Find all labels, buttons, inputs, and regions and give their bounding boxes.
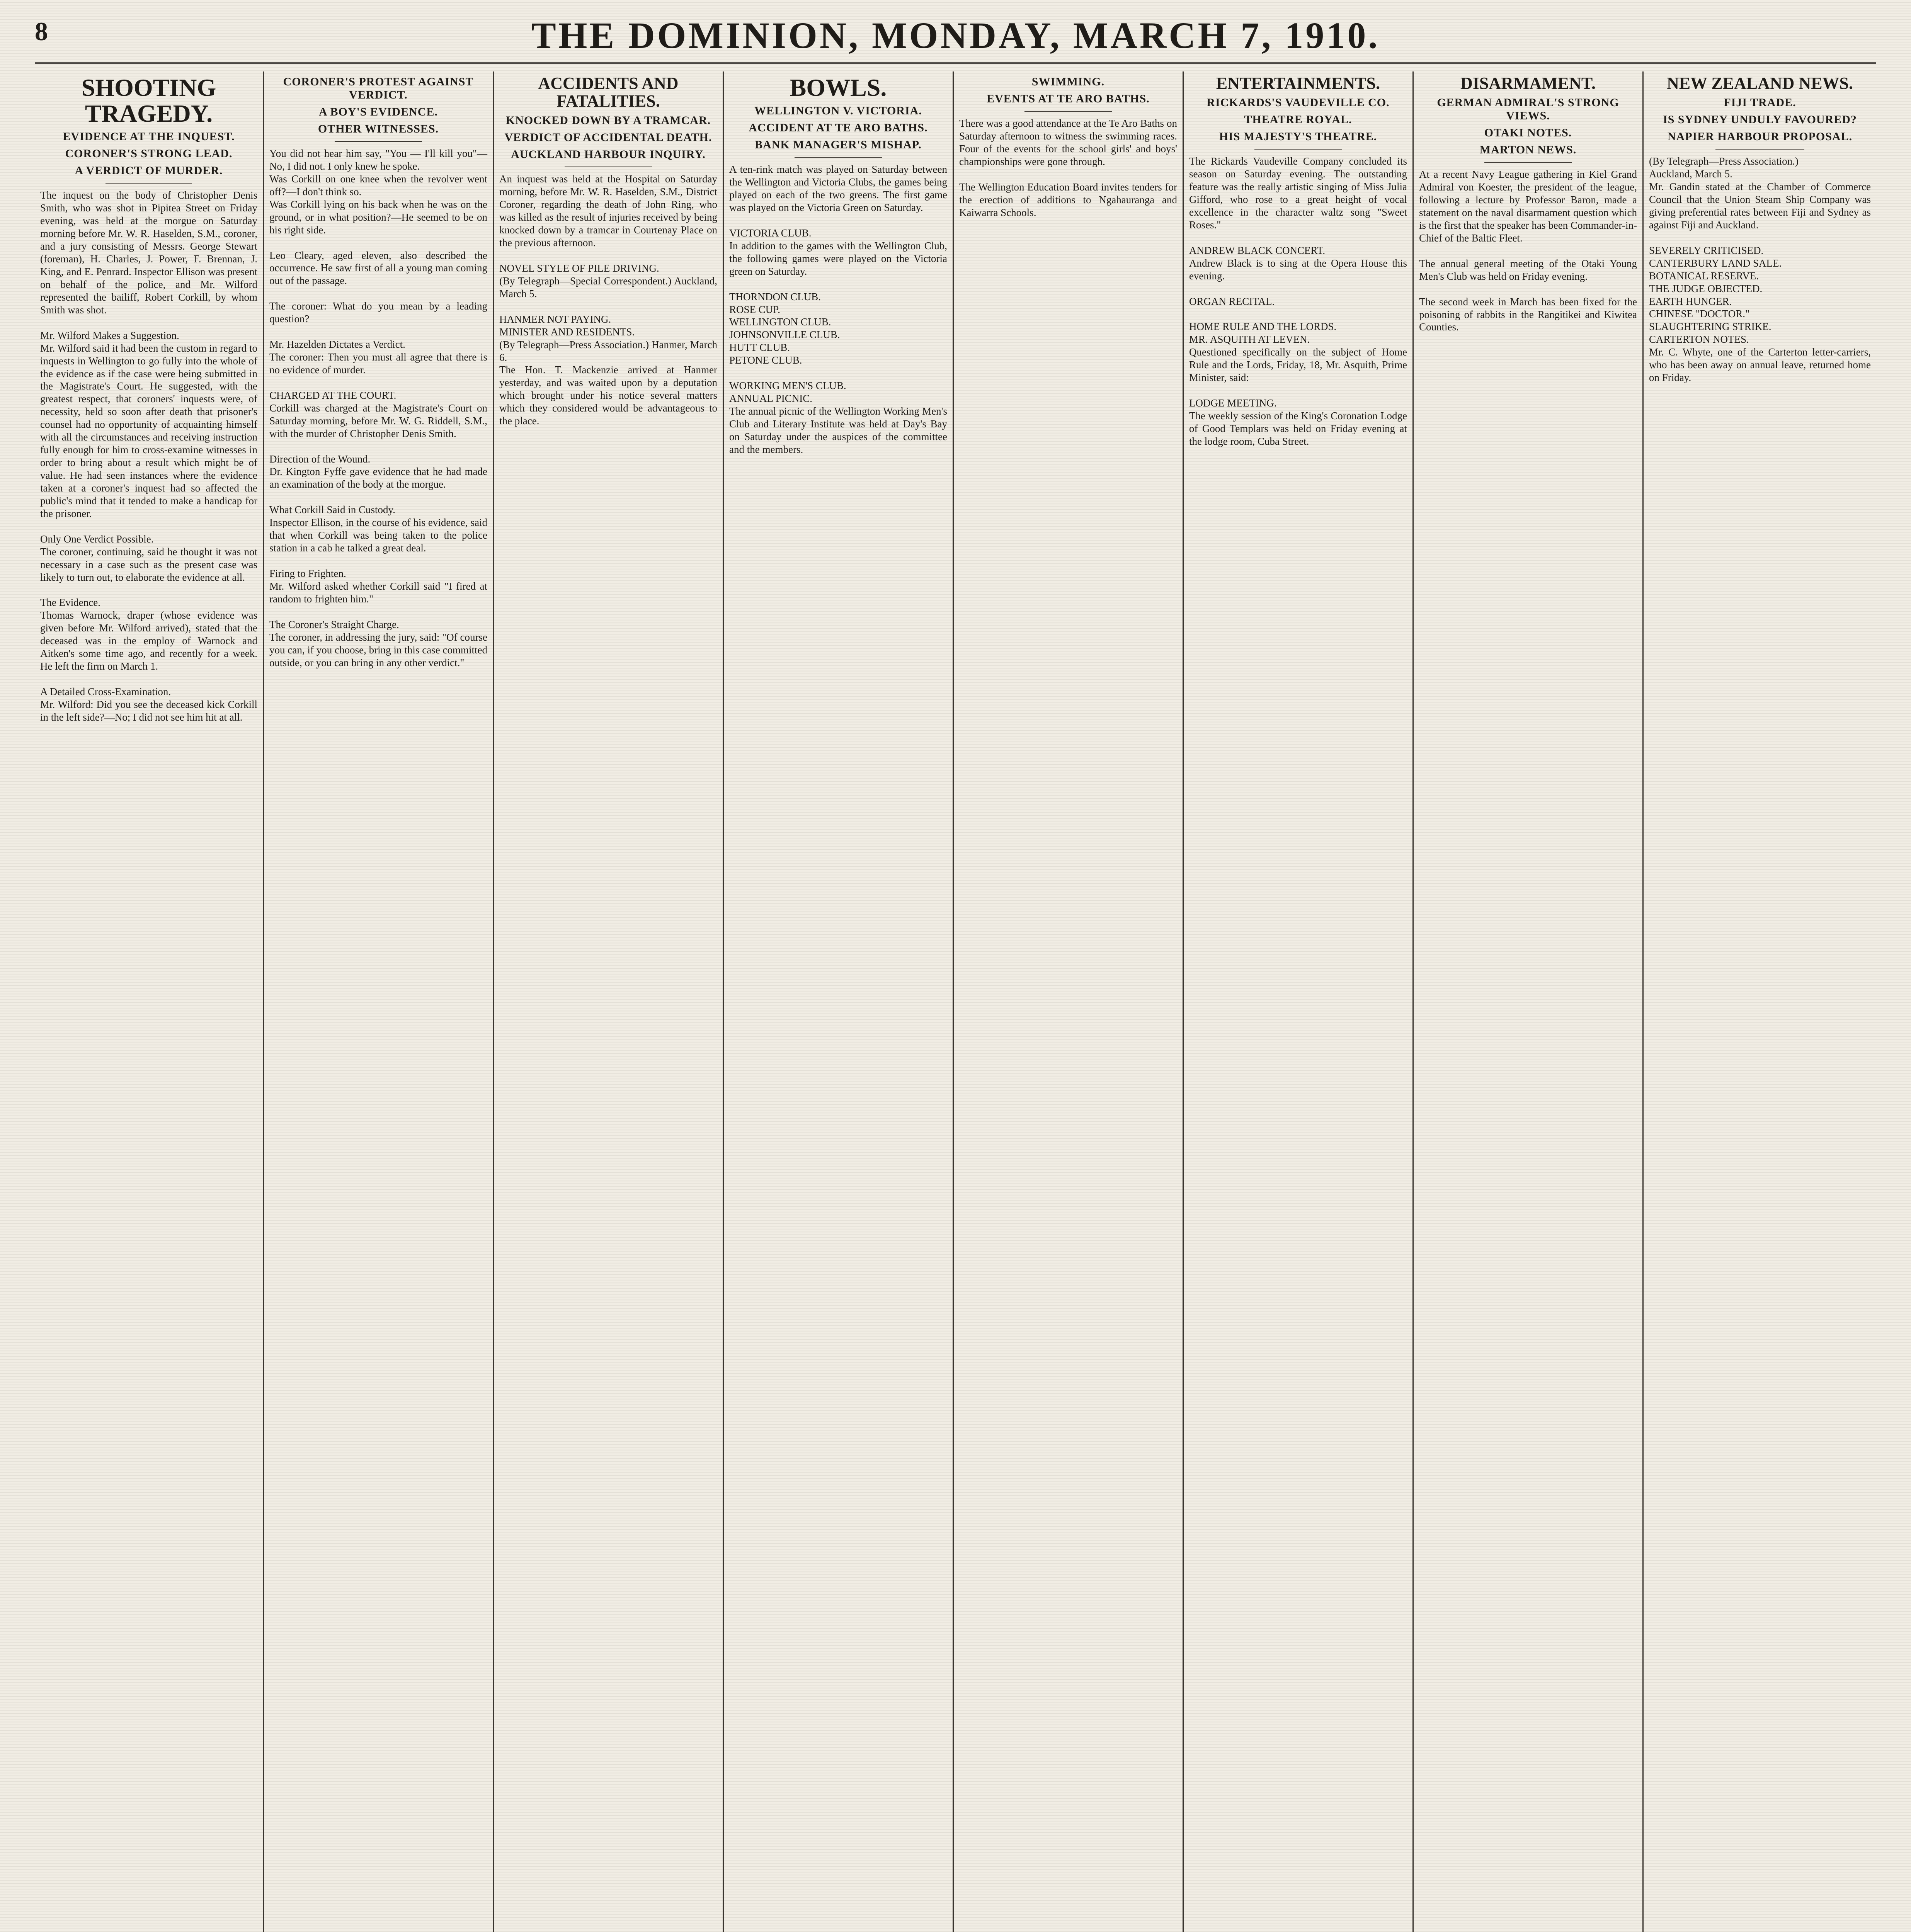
article-column-7 xyxy=(1414,71,1642,1932)
article-body: (By Telegraph—Press Association.) Auckland, March 5. Mr. Gandin stated at the Chamber of Commerce Council that the Union Steam Ship Company was giving preferential rates between Fiji and Sydney as against Fiji and Auckland. SEVERELY CRITICISED. CANTERBURY LAND SALE. BOTANICAL RESERVE. THE JUDGE OBJECTED. EARTH HUNGER. CHINESE "DOCTOR." SLAUGHTERING STRIKE. CARTERTON NOTES. Mr. C. Whyte, one of the Carterton letter-carriers, who has been away on annual leave, returned home on Friday. xyxy=(1649,155,1871,384)
headline: NEW ZEALAND NEWS. xyxy=(1666,74,1853,93)
section-heading: OTHER WITNESSES. xyxy=(318,122,439,135)
article-body: The inquest on the body of Christopher Denis Smith, who was shot in Pipitea Street on Friday evening, was held at the morgue on Saturday morning before Mr. W. R. Haselden, S.M., coroner, and a jury consisting of Messrs. George Stewart (foreman), H. Charles, J. Power, F. Brennan, J. King, and E. Penrard. Inspector Ellison was present on behalf of the police, and Mr. Wilford represented the bailiff, Robert Corkill, by whom Smith was shot. Mr. Wilford Makes a Suggestion. Mr. Wilford said it had been the custom in regard to inquests in Wellington to go fully into the whole of the evidence as if the case were being submitted in the Magistrate's Court. He suggested, with the greatest respect, that coroners' inquests were, of necessity, held so soon after death that prisoner's counsel had no opportunity of acquainting himself with all the circumstances and receiving instruction fully enough for him to cross-examine witnesses in order to bring about a result which might be of value. He had seen instances where the evidence taken at a coroner's inquest had so affected the public's mind that it tended to make a handicap for the prisoner. Only One Verdict Possible. The coroner, continuing, said he thought it was not necessary in a case such as the present case was likely to turn out, to elaborate the evidence at all. The Evidence. Thomas Warnock, draper (whose evidence was given before Mr. Wilford arrived), stated that the deceased was in the employ of Warnock and Aitken's some time ago, and recently for a week. He left the firm on March 1. A Detailed Cross-Examination. Mr. Wilford: Did you see the deceased kick Corkill in the left side?—No; I did not see him hit at all. xyxy=(40,189,257,723)
section-heading: AUCKLAND HARBOUR INQUIRY. xyxy=(511,148,706,161)
article-body: You did not hear him say, "You — I'll kill you"—No, I did not. I only knew he spoke. Was Corkill on one knee when the revolver went off?—I don't think so. Was Corkill lying on his back when he was on the ground, or in what position?—He seemed to be on his right side. Leo Cleary, aged eleven, also described the occurrence. He saw first of all a young man coming out of the passage. The coroner: What do you mean by a leading question? Mr. Hazelden Dictates a Verdict. The coroner: Then you must all agree that there is no evidence of murder. CHARGED AT THE COURT. Corkill was charged at the Magistrate's Court on Saturday morning, before Mr. W. G. Riddell, S.M., with the murder of Christopher Denis Smith. Direction of the Wound. Dr. Kington Fyffe gave evidence that he had made an examination of the body at the morgue. What Corkill Said in Custody. Inspector Ellison, in the course of his evidence, said that when Corkill was being taken to the police station in a cab he talked a great deal. Firing to Frighten. Mr. Wilford asked whether Corkill said "I fired at random to frighten him." The Coroner's Straight Charge. The coroner, in addressing the jury, said: "Of course you can, if you choose, bring in this case committed outside, or you can bring in any other verdict." xyxy=(269,148,487,668)
article-body: There was a good attendance at the Te Aro Baths on Saturday afternoon to witness the swimming races. Four of the events for the school girls' and boys' championships were gone through. The Wellington Education Board invites tenders for the erection of additions to Ngahauranga and Kaiwarra Schools. xyxy=(959,117,1177,218)
headline: ENTERTAINMENTS. xyxy=(1216,74,1380,93)
subdeck: VERDICT OF ACCIDENTAL DEATH. xyxy=(504,131,712,144)
deck: FIJI TRADE. xyxy=(1724,96,1796,109)
subdeck: THEATRE ROYAL. xyxy=(1244,113,1352,126)
section-heading: MARTON NEWS. xyxy=(1479,143,1577,156)
deck: WELLINGTON V. VICTORIA. xyxy=(754,104,922,117)
section-heading: BANK MANAGER'S MISHAP. xyxy=(755,138,922,151)
headline: ACCIDENTS AND FATALITIES. xyxy=(538,74,679,111)
divider xyxy=(106,183,192,184)
headline: DISARMAMENT. xyxy=(1460,74,1596,93)
deck: KNOCKED DOWN BY A TRAMCAR. xyxy=(505,114,711,127)
headline: BOWLS. xyxy=(790,74,887,101)
subdeck: OTAKI NOTES. xyxy=(1484,126,1572,139)
subdeck: IS SYDNEY UNDULY FAVOURED? xyxy=(1663,113,1857,126)
subdeck: A BOY'S EVIDENCE. xyxy=(319,105,438,118)
article-column-3 xyxy=(494,71,723,1932)
headline: SHOOTING TRAGEDY. xyxy=(81,74,216,128)
divider xyxy=(335,141,422,142)
section-heading: A VERDICT OF MURDER. xyxy=(75,164,223,177)
page-number: 8 xyxy=(35,17,48,46)
section-heading: NAPIER HARBOUR PROPOSAL. xyxy=(1667,130,1853,143)
divider xyxy=(1715,149,1804,150)
divider xyxy=(1024,111,1112,112)
deck: EVIDENCE AT THE INQUEST. xyxy=(63,130,235,143)
deck: RICKARDS'S VAUDEVILLE CO. xyxy=(1206,96,1390,109)
article-column-8 xyxy=(1644,71,1876,1932)
deck: CORONER'S PROTEST AGAINST VERDICT. xyxy=(283,75,474,101)
section-heading: HIS MAJESTY'S THEATRE. xyxy=(1219,130,1377,143)
subdeck: CORONER'S STRONG LEAD. xyxy=(65,147,233,160)
masthead xyxy=(35,12,1876,64)
article-column-5 xyxy=(954,71,1183,1932)
article-column-4 xyxy=(724,71,953,1932)
article-column-6 xyxy=(1184,71,1412,1932)
article-body: At a recent Navy League gathering in Kiel Grand Admiral von Koester, the president of the league, following a lecture by Professor Baron, made a statement on the naval disarmament question which is the first that the speaker has been Commander-in-Chief of the Baltic Fleet. The annual general meeting of the Otaki Young Men's Club was held on Friday evening. The second week in March has been fixed for the poisoning of rabbits in the Rangitikei and Kiwitea Counties. xyxy=(1419,168,1637,333)
subdeck: ACCIDENT AT TE ARO BATHS. xyxy=(749,121,928,134)
divider xyxy=(1254,149,1342,150)
subdeck: SWIMMING. xyxy=(1031,75,1105,88)
divider xyxy=(1484,162,1572,163)
deck: GERMAN ADMIRAL'S STRONG VIEWS. xyxy=(1437,96,1619,122)
article-body: The Rickards Vaudeville Company concluded its season on Saturday evening. The outstanding feature was the really artistic singing of Miss Julia Gifford, who rose to a great height of vocal excellence in the character waltz song "Sweet Roses." ANDREW BLACK CONCERT. Andrew Black is to sing at the Opera House this evening. ORGAN RECITAL. HOME RULE AND THE LORDS. MR. ASQUITH AT LEVEN. Questioned specifically on the subject of Home Rule and the Lords, Friday, 18, Mr. Asquith, Prime Minister, said: LODGE MEETING. The weekly session of the King's Coronation Lodge of Good Templars was held on Friday evening at the lodge room, Cuba Street. xyxy=(1189,155,1407,447)
section-heading: EVENTS AT TE ARO BATHS. xyxy=(987,92,1150,105)
article-body: A ten-rink match was played on Saturday between the Wellington and Victoria Clubs, the games being played on each of the two greens. The first game was played on the Victoria Green on Saturday. VICTORIA CLUB. In addition to the games with the Wellington Club, the following games were played on the Victoria green on Saturday. THORNDON CLUB. ROSE CUP. WELLINGTON CLUB. JOHNSONVILLE CLUB. HUTT CLUB. PETONE CLUB. WORKING MEN'S CLUB. ANNUAL PICNIC. The annual picnic of the Wellington Working Men's Club and Literary Institute was held at Day's Bay on Saturday under the auspices of the committee and the members. xyxy=(729,163,947,455)
article-column-2 xyxy=(264,71,493,1932)
article-body: An inquest was held at the Hospital on Saturday morning, before Mr. W. R. Haselden, S.M., District Coroner, regarding the death of John Ring, who was killed as the result of injuries received by being knocked down by a tramcar in Courtenay Place on the previous afternoon. NOVEL STYLE OF PILE DRIVING. (By Telegraph—Special Correspondent.) Auckland, March 5. HANMER NOT PAYING. MINISTER AND RESIDENTS. (By Telegraph—Press Association.) Hanmer, March 6. The Hon. T. Mackenzie arrived at Hanmer yesterday, and was waited upon by a deputation which brought under his notice several matters which they considered would be advantageous to the place. xyxy=(499,173,717,427)
masthead-title: THE DOMINION, MONDAY, MARCH 7, 1910. xyxy=(531,15,1380,56)
article-column-1 xyxy=(35,71,263,1932)
divider xyxy=(795,157,882,158)
